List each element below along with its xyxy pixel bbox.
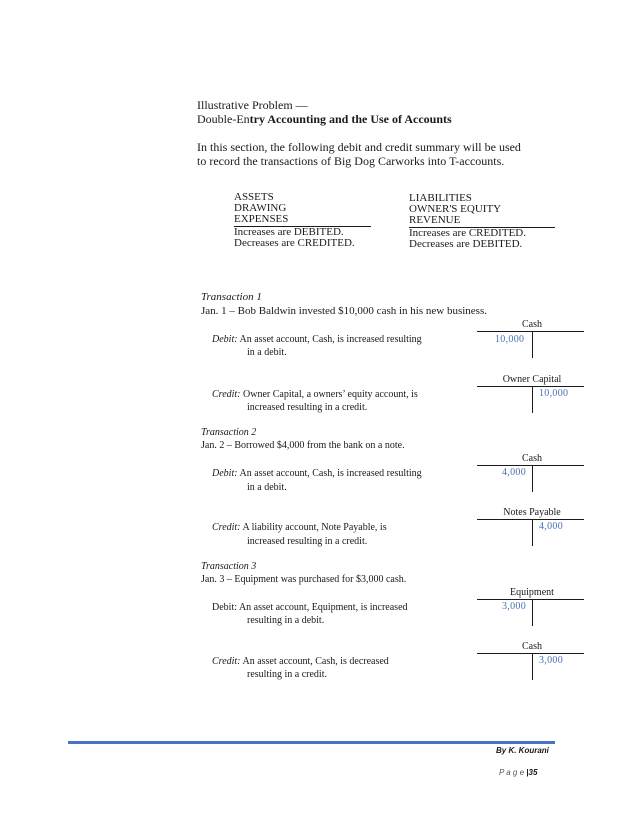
footer-author: By K. Kourani [496, 746, 549, 755]
summary-right [409, 193, 501, 226]
credit-label: Credit: [212, 522, 241, 533]
t-account-divider [532, 465, 533, 492]
debit-amount: 3,000 [502, 601, 526, 612]
credit-line2: resulting in a credit. [247, 669, 327, 680]
summary-right-rules [409, 228, 526, 250]
debit-explanation [212, 333, 422, 346]
t-account-top [477, 519, 584, 520]
page-separator: | [526, 768, 529, 777]
transaction-title: Transaction 2 [201, 427, 257, 438]
credit-line2: increased resulting in a credit. [247, 536, 368, 547]
credit-amount: 3,000 [539, 655, 563, 666]
debit-explanation [212, 467, 422, 480]
credit-amount: 10,000 [539, 388, 569, 399]
credit-line2: increased resulting in a credit. [247, 402, 368, 413]
summary-left [234, 192, 288, 225]
t-account-divider [532, 519, 533, 546]
page-number-value: 35 [528, 768, 538, 777]
t-account-divider [532, 331, 533, 358]
intro-line2: to record the transactions of Big Dog Carworks into T-accounts. [197, 154, 505, 168]
credit-explanation [212, 655, 389, 668]
transaction-description: Jan. 1 – Bob Baldwin invested $10,000 cash in his new business. [201, 305, 487, 317]
credit-label: Credit: [212, 389, 241, 400]
credit-amount: 4,000 [539, 521, 563, 532]
summary-right-rule2: Decreases are DEBITED. [409, 238, 523, 250]
transaction-description: Jan. 3 – Equipment was purchased for $3,000 cash. [201, 574, 407, 585]
debit-line1: An asset account, Cash, is increased resulting [239, 468, 422, 479]
t-account-top [477, 331, 584, 332]
t-account-top [477, 653, 584, 654]
t-account-title: Cash [522, 453, 542, 464]
t-account-top [477, 386, 584, 387]
summary-left-rule1: Increases are DEBITED. [234, 226, 344, 238]
credit-line1: A liability account, Note Payable, is [242, 522, 387, 533]
t-account-top [477, 465, 584, 466]
summary-right-item: REVENUE [409, 214, 461, 226]
summary-right-rule1: Increases are CREDITED. [409, 227, 526, 239]
t-account-divider [532, 653, 533, 680]
summary-left-item: EXPENSES [234, 213, 289, 225]
debit-label: Debit: [212, 334, 238, 345]
debit-line2: resulting in a debit. [247, 615, 325, 626]
t-account-title: Owner Capital [502, 374, 562, 385]
t-account-title: Cash [522, 319, 542, 330]
credit-explanation [212, 521, 387, 534]
credit-explanation [212, 388, 418, 401]
credit-line1: Owner Capital, a owners’ equity account, is [243, 389, 418, 400]
summary-left-rules [234, 227, 355, 249]
transaction-title: Transaction 1 [201, 291, 262, 303]
t-account-top [477, 599, 584, 600]
intro-line1: In this section, the following debit and credit summary will be used [197, 140, 521, 154]
t-account-title: Notes Payable [503, 507, 561, 518]
footer-rule [68, 741, 555, 744]
summary-left-item: DRAWING [234, 202, 287, 214]
t-account-title: Cash [522, 641, 542, 652]
debit-line1: An asset account, Cash, is increased resulting [239, 334, 422, 345]
debit-line1: An asset account, Equipment, is increased [238, 602, 408, 613]
page-number [499, 768, 537, 777]
t-account-divider [532, 386, 533, 413]
debit-explanation [212, 601, 408, 614]
transaction-title: Transaction 3 [201, 561, 257, 572]
debit-label: Debit: [212, 468, 238, 479]
transaction-description: Jan. 2 – Borrowed $4,000 from the bank on a note. [201, 440, 405, 451]
summary-left-item: ASSETS [234, 191, 274, 203]
debit-line2: in a debit. [247, 347, 287, 358]
summary-right-item: LIABILITIES [409, 192, 472, 204]
title-prefix: Double-En [197, 112, 250, 126]
t-account-title: Equipment [510, 587, 554, 598]
title-bold: try Accounting and the Use of Accounts [249, 112, 452, 126]
t-account-divider [532, 599, 533, 626]
debit-label: Debit: [212, 602, 237, 613]
debit-amount: 4,000 [502, 467, 526, 478]
debit-line2: in a debit. [247, 482, 287, 493]
credit-line1: An asset account, Cash, is decreased [242, 656, 389, 667]
credit-label: Credit: [212, 656, 241, 667]
summary-right-item: OWNER'S EQUITY [409, 203, 502, 215]
page-label: P a g e [499, 768, 525, 777]
debit-amount: 10,000 [495, 334, 525, 345]
summary-left-rule2: Decreases are CREDITED. [234, 237, 355, 249]
problem-title-line1: Illustrative Problem — [197, 98, 308, 112]
problem-title-line2 [197, 113, 452, 126]
